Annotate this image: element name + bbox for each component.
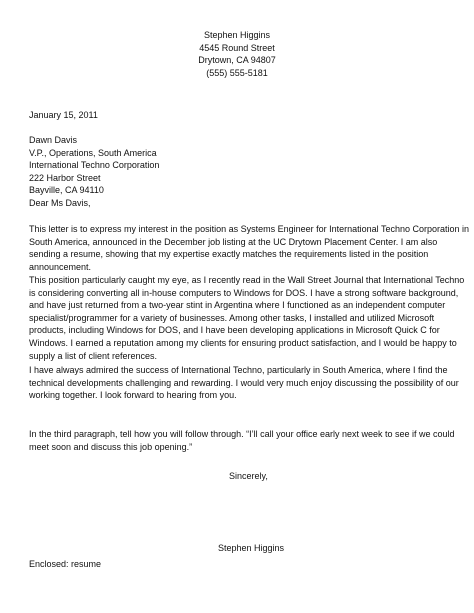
- signature-name: Stephen Higgins: [218, 543, 285, 553]
- paragraph-line: specialist/programmer for a variety of businesses. Among other tasks, I installed and utilized Microsoft: [29, 312, 435, 323]
- paragraph-line: I have always admired the success of International Techno, particularly in South America, where I find the: [29, 365, 448, 375]
- paragraph-line: technical developments challenging and rewarding. I would very much enjoy discussing the possibility of our: [29, 377, 459, 388]
- paragraph-line: supply a list of client references.: [29, 350, 158, 361]
- paragraph-follow-up: [29, 428, 455, 453]
- paragraph-interest: [29, 223, 470, 273]
- recipient-street: 222 Harbor Street: [29, 172, 101, 183]
- recipient-company: International Techno Corporation: [29, 160, 160, 171]
- sender-city-line: Drytown, CA 94807: [198, 55, 276, 66]
- paragraph-line: sending a resume, showing that my expertise exactly matches the requirements listed in the position: [29, 249, 429, 260]
- paragraph-line: meet soon and discuss this job opening.”: [29, 441, 193, 452]
- enclosure-note: Enclosed: resume: [29, 559, 102, 569]
- salutation: Dear Ms Davis,: [29, 198, 91, 208]
- sender-name: Stephen Higgins: [203, 30, 271, 40]
- letter-date: January 15, 2011: [29, 110, 98, 120]
- paragraph-line: South America, announced in the December job listing at the UC Drytown Placement Center. I am also: [29, 236, 438, 247]
- paragraph-line: announcement.: [29, 261, 92, 272]
- paragraph-line: This position particularly caught my eye, as I recently read in the Wall Street Journal that International Techno: [29, 275, 465, 285]
- sender-street: 4545 Round Street: [199, 42, 275, 53]
- paragraph-line: and have just returned from a two-year stint in Argentina where I functioned as an independent computer: [29, 300, 446, 311]
- paragraph-line: This letter is to express my interest in the position as Systems Engineer for International Techno Corporation in: [29, 224, 470, 234]
- paragraph-line: working together. I look forward to hearing from you.: [29, 390, 237, 401]
- paragraph-line: is considering converting all in-house computers to Windows for DOS. I have a strong software background,: [29, 287, 459, 298]
- closing: Sincerely,: [229, 471, 268, 481]
- paragraph-admiration: [29, 364, 459, 402]
- paragraph-line: In the third paragraph, tell how you will follow through. “I’ll call your office early next week to see if we could: [29, 429, 455, 439]
- paragraph-line: products, including Windows for DOS, and I have been developing applications in Microsoft Quick C for: [29, 325, 440, 336]
- paragraph-qualifications: [29, 274, 465, 362]
- recipient-address-block: [29, 134, 449, 197]
- recipient-city-line: Bayville, CA 94110: [29, 185, 104, 196]
- paragraph-line: Windows. I earned a reputation among my clients for ensuring product satisfaction, and I would be happy to: [29, 337, 457, 348]
- sender-address-block: [0, 29, 474, 79]
- recipient-title: V.P., Operations, South America: [29, 147, 157, 158]
- recipient-name: Dawn Davis: [29, 135, 78, 145]
- sender-phone: (555) 555-5181: [206, 67, 268, 78]
